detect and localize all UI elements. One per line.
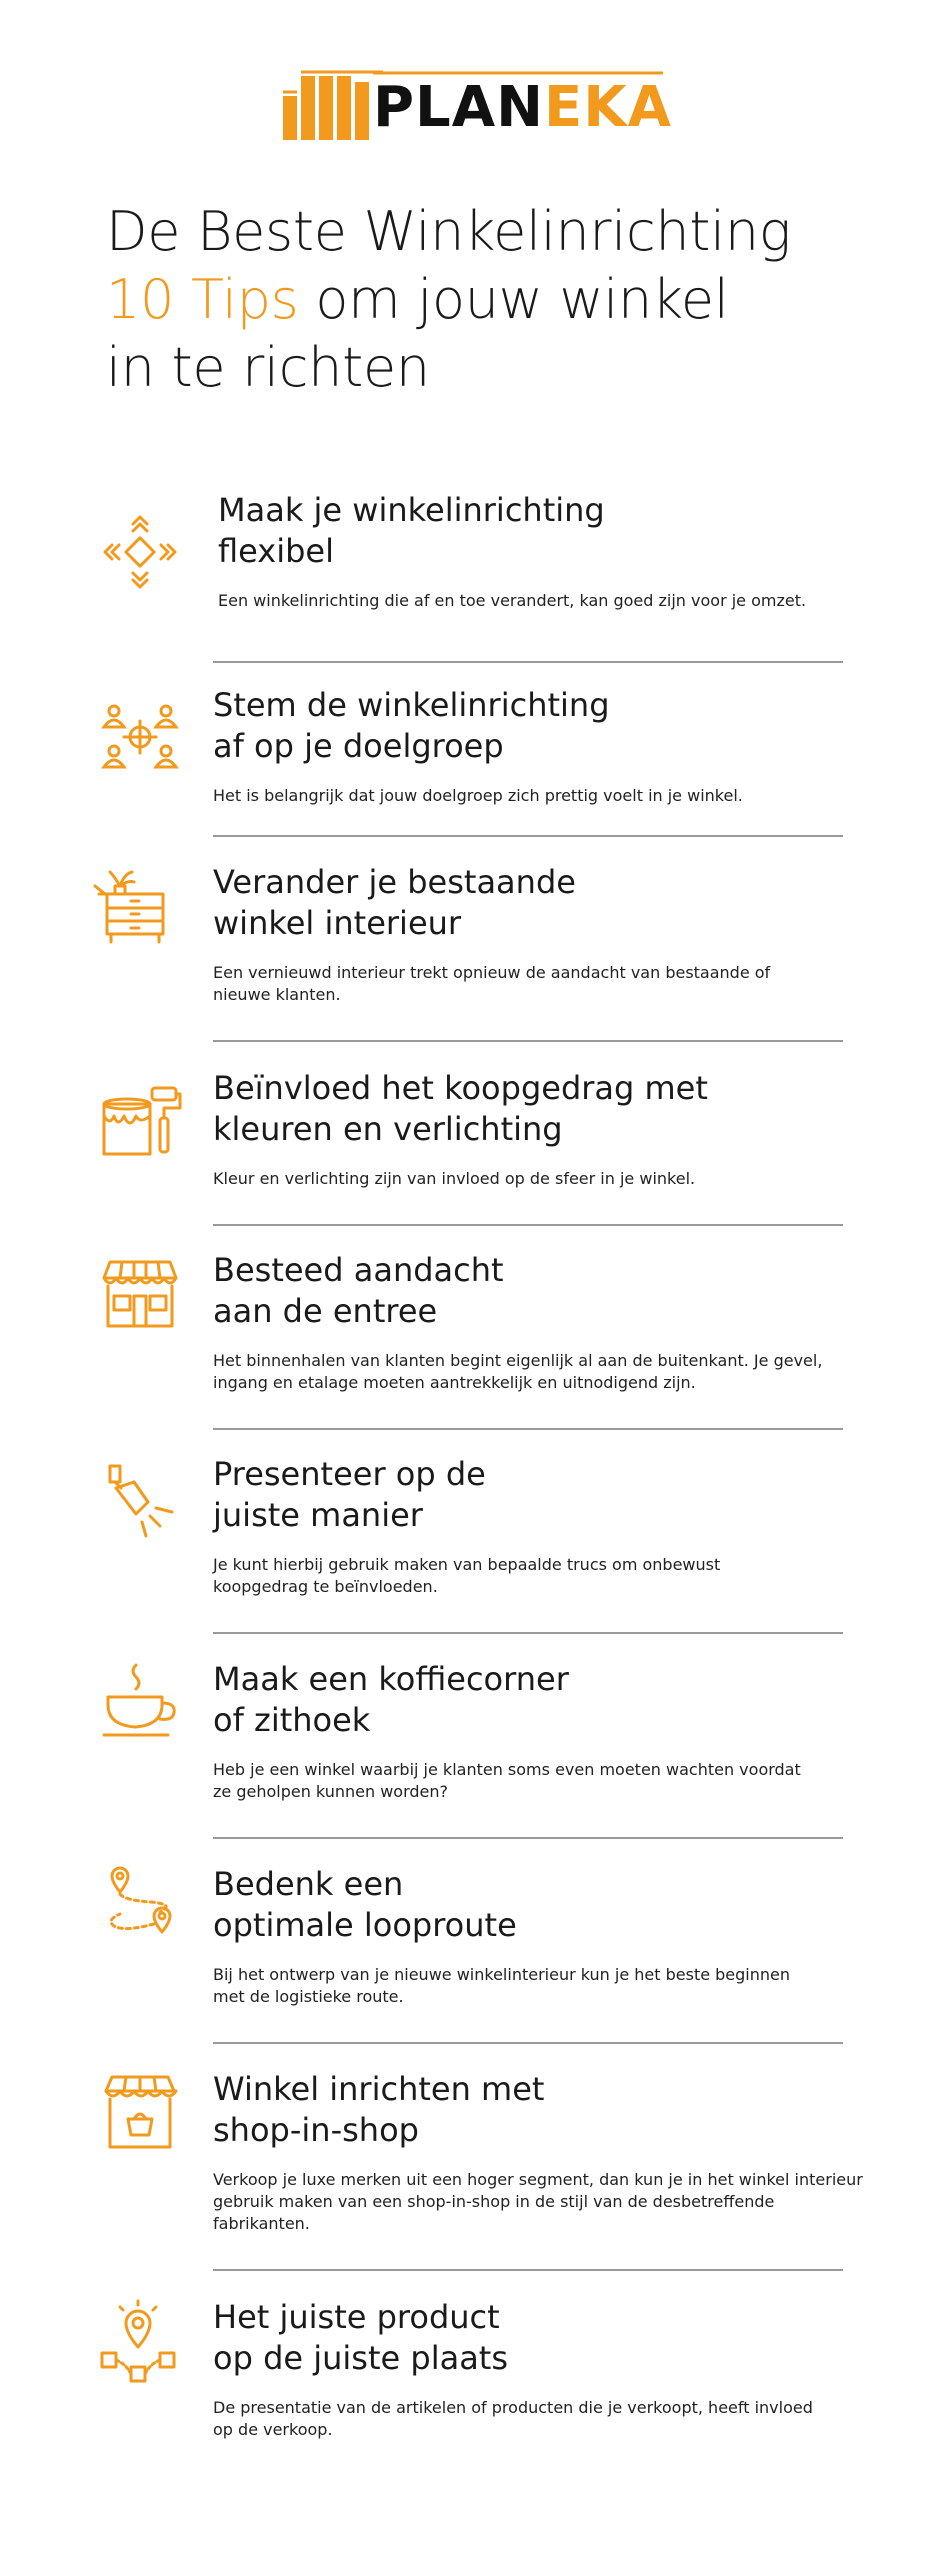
divider xyxy=(213,1224,843,1226)
tip-title xyxy=(213,1250,504,1332)
tip-description: Kleur en verlichting zijn van invloed op de sfeer in je winkel. xyxy=(213,1169,696,1188)
tip-title-line-2: juiste manier xyxy=(213,1496,423,1534)
tip-title-line-2: aan de entree xyxy=(213,1292,438,1330)
tip-title-line-2: winkel interieur xyxy=(213,904,462,942)
tip-title-line-2: op de juiste plaats xyxy=(213,2339,509,2377)
page-title xyxy=(106,198,866,402)
tip-title xyxy=(218,490,605,572)
divider xyxy=(213,1632,843,1634)
tip-description: Je kunt hierbij gebruik maken van bepaalde trucs om onbewust koopgedrag te beïnvloeden. xyxy=(213,1555,721,1596)
tip-title-line-1: Het juiste product xyxy=(213,2298,500,2336)
logo-text xyxy=(373,75,672,140)
tip-title xyxy=(213,685,610,767)
product-placement-icon xyxy=(90,2297,186,2393)
divider xyxy=(213,1428,843,1430)
logo-text-part2: EKA xyxy=(543,75,672,140)
tip-title-line-2: of zithoek xyxy=(213,1701,371,1739)
shop-in-shop-icon xyxy=(92,2069,188,2165)
tip-title-line-1: Besteed aandacht xyxy=(213,1251,504,1289)
divider xyxy=(213,1837,843,1839)
tip-description: Bij het ontwerp van je nieuwe winkelinterieur kun je het beste beginnen met de logistieke route. xyxy=(213,1965,791,2006)
tip-title-line-2: kleuren en verlichting xyxy=(213,1110,563,1148)
tip-title xyxy=(213,1068,708,1150)
divider xyxy=(213,2042,843,2044)
target-audience-icon xyxy=(92,689,188,785)
tip-title-line-1: Maak je winkelinrichting xyxy=(218,491,605,529)
arrows-move-icon xyxy=(92,504,188,600)
tip-title xyxy=(213,2297,508,2379)
tip-description: De presentatie van de artikelen of producten die je verkoopt, heeft invloed op de verkoop. xyxy=(213,2398,813,2439)
tip-description: Een winkelinrichting die af en toe verandert, kan goed zijn voor je omzet. xyxy=(218,591,807,610)
tip-title-line-2: shop-in-shop xyxy=(213,2111,419,2149)
tip-title xyxy=(213,1864,517,1946)
storefront-icon xyxy=(92,1250,188,1346)
route-icon xyxy=(92,1858,188,1954)
title-line-3: in te richten xyxy=(106,336,430,399)
logo-text-part1: PLAN xyxy=(373,75,544,140)
tip-title xyxy=(213,862,576,944)
tip-title-line-2: af op je doelgroep xyxy=(213,727,504,765)
tip-description: Het binnenhalen van klanten begint eigenlijk al aan de buitenkant. Je gevel, ingang en etalage moeten aantrekkelijk en uitnodigend zijn. xyxy=(213,1351,823,1392)
title-line-1: De Beste Winkelinrichting xyxy=(106,200,791,263)
planeka-logo xyxy=(283,66,672,146)
coffee-cup-icon xyxy=(92,1659,188,1755)
tip-description: Heb je een winkel waarbij je klanten soms even moeten wachten voordat ze geholpen kunnen worden? xyxy=(213,1760,801,1801)
tip-title-line-1: Verander je bestaande xyxy=(213,863,576,901)
title-accent: 10 Tips xyxy=(106,268,299,331)
tip-title xyxy=(213,1454,486,1536)
paint-bucket-icon xyxy=(90,1074,186,1170)
tip-title-line-1: Winkel inrichten met xyxy=(213,2070,545,2108)
title-line-2-rest: om jouw winkel xyxy=(298,268,729,331)
tip-title-line-1: Stem de winkelinrichting xyxy=(213,686,610,724)
divider xyxy=(213,2269,843,2271)
divider xyxy=(213,835,843,837)
title-line-2 xyxy=(106,266,866,334)
logo-bars-icon xyxy=(283,68,383,148)
tip-title xyxy=(213,2069,544,2151)
tip-title-line-1: Beïnvloed het koopgedrag met xyxy=(213,1069,708,1107)
tip-description: Verkoop je luxe merken uit een hoger segment, dan kun je in het winkel interieur gebruik maken van een shop-in-shop in de stijl van de desbetreffende fabrikanten. xyxy=(213,2170,863,2233)
tip-title-line-1: Maak een koffiecorner xyxy=(213,1660,569,1698)
tip-description: Een vernieuwd interieur trekt opnieuw de aandacht van bestaande of nieuwe klanten. xyxy=(213,963,771,1004)
tip-title xyxy=(213,1659,569,1741)
tip-title-line-1: Presenteer op de xyxy=(213,1455,486,1493)
spotlight-icon xyxy=(92,1454,188,1550)
tip-title-line-2: flexibel xyxy=(218,532,334,570)
divider xyxy=(213,661,843,663)
tip-description: Het is belangrijk dat jouw doelgroep zich prettig voelt in je winkel. xyxy=(213,786,743,805)
tip-title-line-2: optimale looproute xyxy=(213,1906,517,1944)
divider xyxy=(213,1040,843,1042)
dresser-icon xyxy=(85,858,181,954)
tip-title-line-1: Bedenk een xyxy=(213,1865,404,1903)
